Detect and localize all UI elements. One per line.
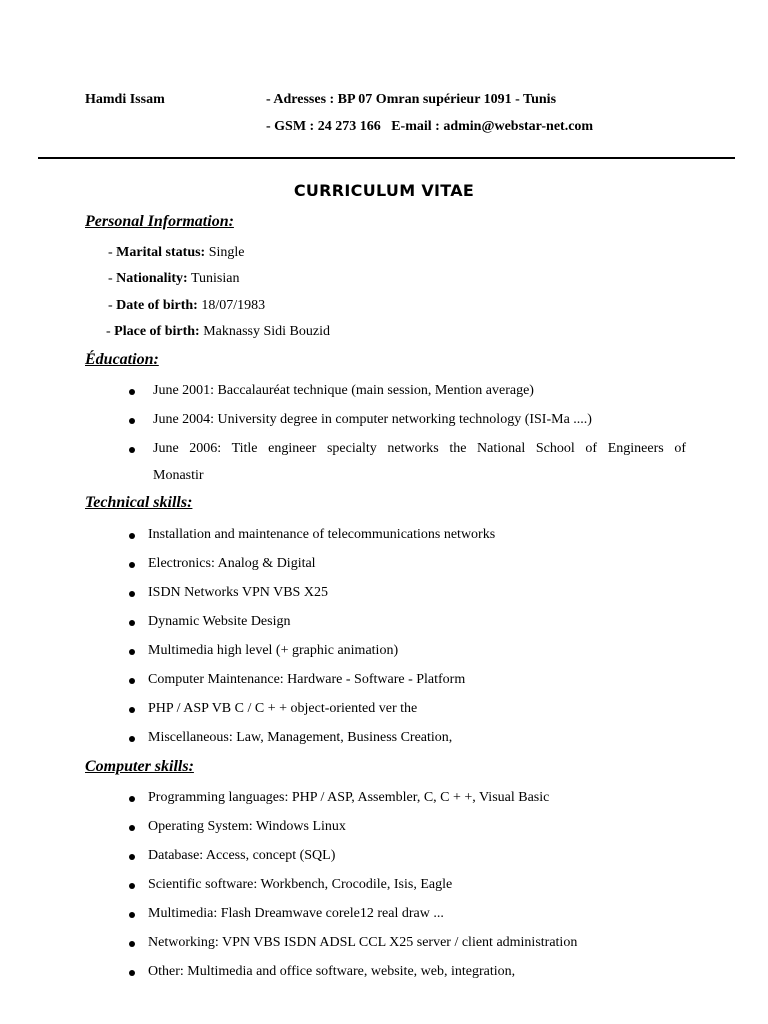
bullet-icon: [129, 620, 135, 626]
personal-row-nationality: - Nationality: Tunisian: [108, 271, 240, 286]
personal-value: 18/07/1983: [201, 298, 266, 313]
technical-skill-item: Installation and maintenance of telecommunications networks: [148, 527, 496, 542]
personal-label: Place of birth:: [114, 324, 200, 339]
technical-skill-item: Dynamic Website Design: [148, 614, 291, 629]
bullet-icon: [129, 649, 135, 655]
computer-skill-item: Scientific software: Workbench, Crocodile, Isis, Eagle: [148, 877, 453, 892]
personal-label: Date of birth:: [116, 298, 198, 313]
education-item-continued: Monastir: [153, 468, 204, 483]
computer-skill-item: Multimedia: Flash Dreamwave corele12 real draw ...: [148, 906, 444, 921]
bullet-icon: [129, 533, 135, 539]
bullet-icon: [129, 796, 135, 802]
education-item: June 2001: Baccalauréat technique (main session, Mention average): [153, 383, 534, 398]
bullet-icon: [129, 883, 135, 889]
computer-skill-item: Programming languages: PHP / ASP, Assembler, C, C + +, Visual Basic: [148, 790, 550, 805]
bullet-icon: [129, 389, 135, 395]
personal-label: Marital status:: [116, 245, 206, 260]
address-line: - Adresses : BP 07 Omran supérieur 1091 - Tunis: [266, 92, 557, 107]
computer-skill-item: Networking: VPN VBS ISDN ADSL CCL X25 server / client administration: [148, 935, 578, 950]
bullet-icon: [129, 447, 135, 453]
bullet-icon: [129, 418, 135, 424]
computer-skill-item: Other: Multimedia and office software, website, web, integration,: [148, 964, 516, 979]
bullet-icon: [129, 562, 135, 568]
education-item: June 2006: Title engineer specialty networks the National School of Engineers of: [153, 441, 686, 456]
contact-line: - GSM : 24 273 166 E-mail : admin@webstar-net.com: [266, 119, 594, 134]
bullet-icon: [129, 591, 135, 597]
personal-row-birthdate: - Date of birth: 18/07/1983: [108, 298, 266, 313]
personal-row-marital: - Marital status: Single: [108, 245, 245, 260]
personal-value: Single: [208, 245, 245, 260]
computer-skills-heading: Computer skills:: [85, 758, 194, 775]
candidate-name: Hamdi Issam: [85, 92, 165, 107]
technical-skill-item: Multimedia high level (+ graphic animation): [148, 643, 399, 658]
technical-skill-item: Computer Maintenance: Hardware - Software - Platform: [148, 672, 466, 687]
technical-skill-item: PHP / ASP VB C / C + + object-oriented ver the: [148, 701, 418, 716]
bullet-icon: [129, 736, 135, 742]
technical-skill-item: Miscellaneous: Law, Management, Business Creation,: [148, 730, 453, 745]
computer-skill-item: Database: Access, concept (SQL): [148, 848, 336, 863]
bullet-icon: [129, 825, 135, 831]
document-title: CURRICULUM VITAE: [293, 181, 475, 200]
technical-skill-item: ISDN Networks VPN VBS X25: [148, 585, 328, 600]
bullet-icon: [129, 970, 135, 976]
technical-skills-heading: Technical skills:: [85, 494, 193, 511]
bullet-icon: [129, 678, 135, 684]
technical-skill-item: Electronics: Analog & Digital: [148, 556, 316, 571]
personal-value: Tunisian: [190, 271, 240, 286]
personal-label: Nationality:: [116, 271, 188, 286]
personal-info-heading: Personal Information:: [85, 213, 234, 230]
personal-value: Maknassy Sidi Bouzid: [203, 324, 330, 339]
bullet-icon: [129, 912, 135, 918]
header-divider: [38, 157, 735, 159]
bullet-icon: [129, 854, 135, 860]
computer-skill-item: Operating System: Windows Linux: [148, 819, 346, 834]
education-heading: Éducation:: [85, 351, 159, 368]
bullet-icon: [129, 941, 135, 947]
bullet-icon: [129, 707, 135, 713]
education-item: June 2004: University degree in computer networking technology (ISI-Ma ....): [153, 412, 592, 427]
personal-row-birthplace: - Place of birth: Maknassy Sidi Bouzid: [106, 324, 330, 339]
